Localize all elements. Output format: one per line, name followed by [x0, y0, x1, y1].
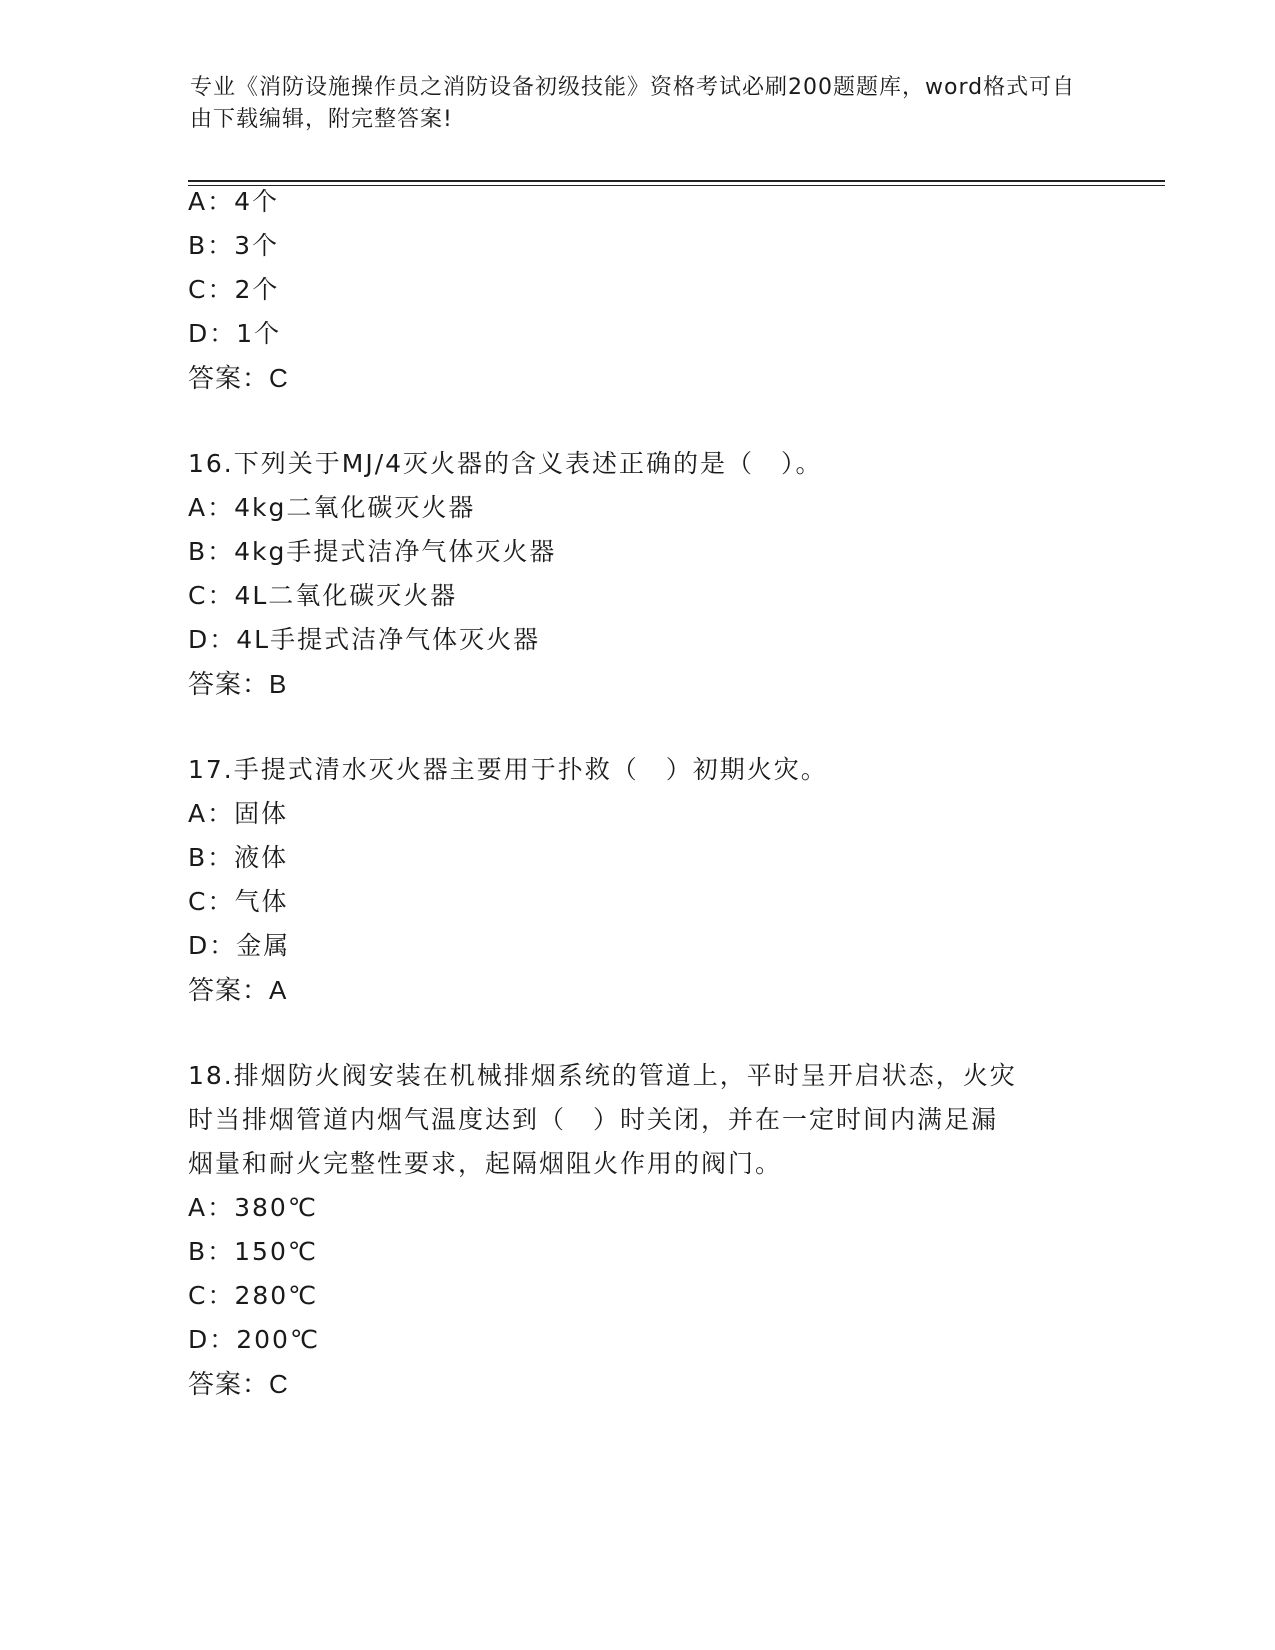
q18-stem-line-2: 时当排烟管道内烟气温度达到（ ）时关闭，并在一定时间内满足漏 [188, 1105, 999, 1134]
prev-answer: 答案：C [188, 363, 289, 393]
header-divider-thick [188, 180, 1165, 182]
q16-option-c: C：4L二氧化碳灭火器 [188, 581, 458, 610]
prev-option-b: B：3个 [188, 231, 280, 260]
q16-option-b: B：4kg手提式洁净气体灭火器 [188, 537, 557, 566]
q18-option-b: B：150℃ [188, 1237, 318, 1266]
q17-option-b: B：液体 [188, 843, 289, 872]
q18-option-a: A：380℃ [188, 1193, 318, 1222]
q18-option-d: D：200℃ [188, 1325, 321, 1354]
q16-stem: 16.下列关于MJ/4灭火器的含义表述正确的是（ ）。 [188, 449, 823, 478]
q18-stem-line-1: 18.排烟防火阀安装在机械排烟系统的管道上，平时呈开启状态，火灾 [188, 1061, 1017, 1090]
q17-stem: 17.手提式清水灭火器主要用于扑救（ ）初期火灾。 [188, 755, 828, 784]
prev-option-c: C：2个 [188, 275, 280, 304]
q17-option-c: C：气体 [188, 887, 289, 916]
q16-answer: 答案：B [188, 669, 288, 699]
prev-option-d: D：1个 [188, 319, 282, 348]
q17-option-d: D：金属 [188, 931, 291, 960]
q18-answer: 答案：C [188, 1369, 289, 1399]
q17-answer: 答案：A [188, 975, 288, 1005]
q16-option-d: D：4L手提式洁净气体灭火器 [188, 625, 541, 654]
q18-stem-line-3: 烟量和耐火完整性要求，起隔烟阻火作用的阀门。 [188, 1149, 783, 1178]
document-header: 专业《消防设施操作员之消防设备初级技能》资格考试必刷200题题库，word格式可自由下载编辑，附完整答案! [190, 75, 1076, 132]
q16-option-a: A：4kg二氧化碳灭火器 [188, 493, 476, 522]
q17-option-a: A：固体 [188, 799, 289, 828]
prev-option-a: A：4个 [188, 187, 280, 216]
q18-option-c: C：280℃ [188, 1281, 319, 1310]
header-divider-thin [188, 185, 1165, 186]
